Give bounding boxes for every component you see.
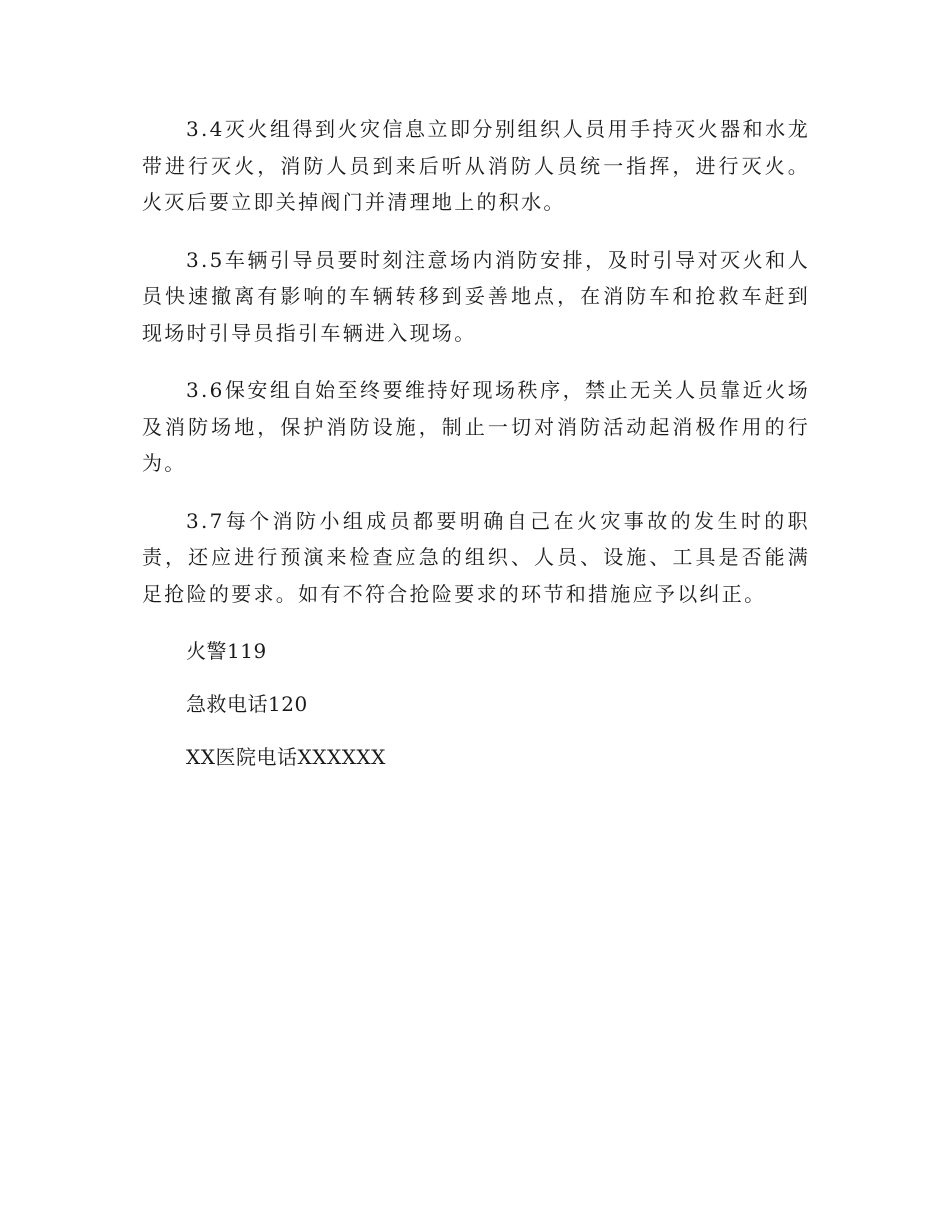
- document-body: [142, 111, 810, 792]
- paragraph-3-7: 3.7每个消防小组成员都要明确自己在火灾事故的发生时的职责，还应进行预演来检查应急的组织、人员、设施、工具是否能满足抢险的要求。如有不符合抢险要求的环节和措施应予以纠正。: [142, 508, 810, 606]
- contact-fire-alarm: 火警119: [186, 639, 267, 663]
- paragraph-3-5: 3.5车辆引导员要时刻注意场内消防安排，及时引导对灭火和人员快速撤离有影响的车辆转移到妥善地点，在消防车和抢救车赶到现场时引导员指引车辆进入现场。: [142, 247, 810, 345]
- paragraph-3-4: 3.4灭火组得到火灾信息立即分别组织人员用手持灭火器和水龙带进行灭火，消防人员到来后听从消防人员统一指挥，进行灭火。火灭后要立即关掉阀门并清理地上的积水。: [142, 117, 810, 214]
- paragraph-3-6: 3.6保安组自始至终要维持好现场秩序，禁止无关人员靠近火场及消防场地，保护消防设施，制止一切对消防活动起消极作用的行为。: [142, 378, 810, 475]
- contact-emergency-phone: 急救电话120: [186, 692, 308, 716]
- contact-hospital-phone: XX医院电话XXXXXX: [186, 745, 386, 769]
